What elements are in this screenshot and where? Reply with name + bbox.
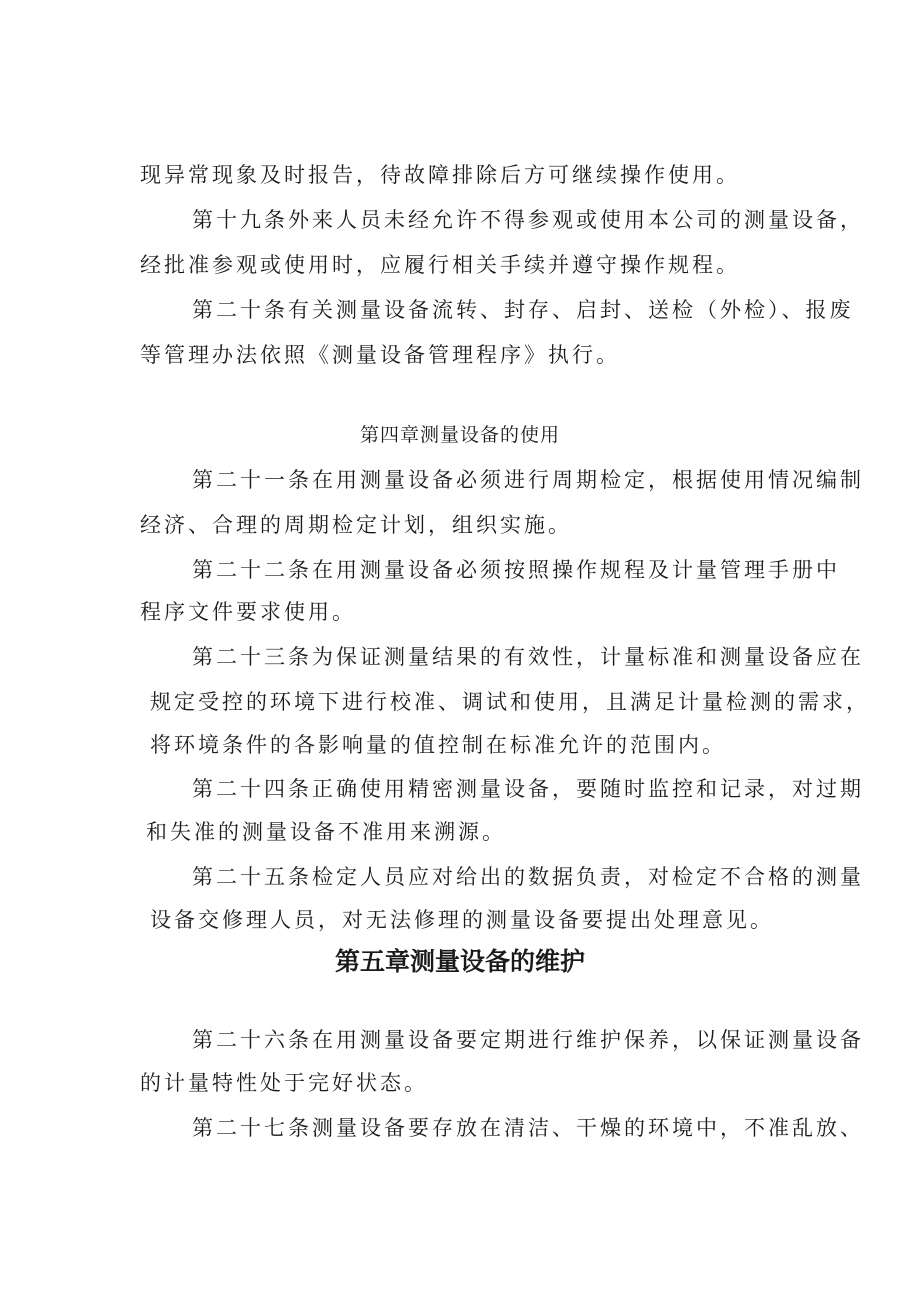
text-line: 现异常现象及时报告，待故障排除后方可继续操作使用。: [140, 163, 740, 187]
text-line: 第二十二条在用测量设备必须按照操作规程及计量管理手册中: [192, 558, 840, 582]
text-line: 第二十五条检定人员应对给出的数据负责，对检定不合格的测量: [192, 865, 864, 889]
text-line: 经批准参观或使用时，应履行相关手续并遵守操作规程。: [140, 253, 740, 277]
text-line: 第十九条外来人员未经允许不得参观或使用本公司的测量设备，: [192, 208, 864, 232]
text-line: 将环境条件的各影响量的值控制在标准允许的范围内。: [150, 733, 726, 757]
text-line: 第二十四条正确使用精密测量设备，要随时监控和记录，对过期: [192, 777, 864, 801]
text-line: 设备交修理人员，对无法修理的测量设备要提出处理意见。: [150, 908, 774, 932]
chapter-5-title: 第五章测量设备的维护: [334, 947, 585, 976]
text-line: 第二十三条为保证测量结果的有效性，计量标准和测量设备应在: [192, 645, 864, 669]
chapter-4-title: 第四章测量设备的使用: [359, 424, 560, 446]
text-line: 的计量特性处于完好状态。: [140, 1071, 428, 1095]
text-line: 等管理办法依照《测量设备管理程序》执行。: [140, 343, 620, 367]
text-line: 规定受控的环境下进行校准、调试和使用，且满足计量检测的需求，: [150, 690, 870, 714]
text-line: 第二十一条在用测量设备必须进行周期检定，根据使用情况编制: [192, 468, 864, 492]
text-line: 程序文件要求使用。: [140, 600, 356, 624]
text-line: 和失准的测量设备不准用来溯源。: [146, 820, 506, 844]
text-line: 第二十六条在用测量设备要定期进行维护保养，以保证测量设备: [192, 1028, 864, 1052]
text-line: 经济、合理的周期检定计划，组织实施。: [140, 513, 572, 537]
text-line: 第二十七条测量设备要存放在清洁、干燥的环境中，不准乱放、: [192, 1116, 864, 1140]
text-line: 第二十条有关测量设备流转、封存、启封、送检（外检）、报废: [192, 298, 854, 322]
